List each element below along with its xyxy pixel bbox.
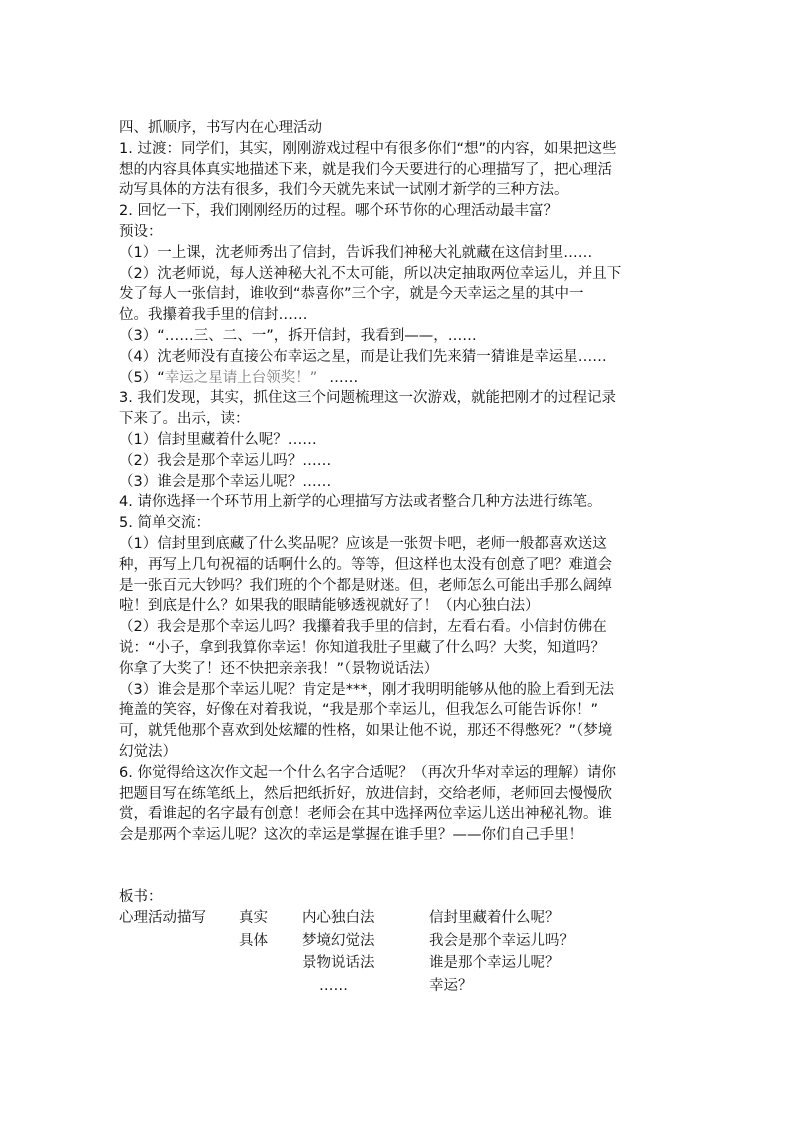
board-row <box>119 975 679 998</box>
text-line: 会是那两个幸运儿呢？这次的幸运是掌握在谁手里？——你们自己手里！ <box>119 827 583 844</box>
board-cell: 信封里藏着什么呢？ <box>429 910 560 926</box>
text-line: 把题目写在练笔纸上，然后把纸折好，放进信封，交给老师，老师回去慢慢欣 <box>119 785 612 802</box>
text-line: （2）我会是那个幸运儿吗？…… <box>119 452 332 469</box>
text-line: 啦！到底是什么？如果我的眼睛能够透视就好了！（内心独白法） <box>119 598 540 615</box>
text-line: （1）信封里藏着什么呢？…… <box>119 431 317 448</box>
text-segment: （5）“ <box>119 369 165 386</box>
text-line: 掩盖的笑容，好像在对着我说，“我是那个幸运儿，但我怎么可能告诉你！” <box>119 702 599 719</box>
text-line: （3）“……三、二、一”，拆开信封，我看到——，…… <box>119 327 477 344</box>
text-line: （2）沈老师说，每人送神秘大礼不太可能，所以决定抽取两位幸运儿，并且下 <box>119 265 622 282</box>
text-line: （1）一上课，沈老师秀出了信封，告诉我们神秘大礼就藏在这信封里…… <box>119 244 593 261</box>
text-segment: …… <box>329 369 359 386</box>
text-line: 6. 你觉得给这次作文起一个什么名字合适呢？（再次升华对幸运的理解）请你 <box>119 764 616 781</box>
text-line: 动写具体的方法有很多，我们今天就先来试一试刚才新学的三种方法。 <box>119 182 569 199</box>
board-cell: …… <box>319 977 348 994</box>
text-line: 位。我攥着我手里的信封…… <box>119 307 308 324</box>
text-line: （3）谁会是那个幸运儿呢？…… <box>119 473 332 490</box>
board-cell: 幸运？ <box>429 977 473 994</box>
gray-text-segment: 幸运之星请上台领奖！” <box>164 369 318 386</box>
board-cell: 景物说话法 <box>302 955 375 971</box>
board-row <box>119 907 679 930</box>
board-cell: 谁是那个幸运儿呢？ <box>429 955 560 971</box>
text-line: 想的内容具体真实地描述下来，就是我们今天要进行的心理描写了，把心理活 <box>119 161 612 178</box>
board-row <box>119 930 679 953</box>
text-line: （3）谁会是那个幸运儿呢？肯定是***，刚才我明明能够从他的脸上看到无法 <box>119 681 614 698</box>
board-cell: 具体 <box>239 932 268 949</box>
board-cell: 梦境幻觉法 <box>302 932 375 949</box>
text-line: 2. 回忆一下，我们刚刚经历的过程。哪个环节你的心理活动最丰富？ <box>119 203 558 220</box>
text-line: 5. 简单交流： <box>119 515 210 532</box>
board-cell: 真实 <box>239 910 268 926</box>
text-line: 下来了。出示，读： <box>119 411 250 428</box>
text-line: 4. 请你选择一个环节用上新学的心理描写方法或者整合几种方法进行练笔。 <box>119 494 602 511</box>
text-line: （2）我会是那个幸运儿吗？我攥着我手里的信封，左看右看。小信封仿佛在 <box>119 619 607 636</box>
text-line: 你拿了大奖了！还不快把亲亲我！”（景物说话法） <box>119 660 439 677</box>
text-line: 3. 我们发现，其实，抓住这三个问题梳理这一次游戏，就能把刚才的过程记录 <box>119 390 616 407</box>
text-line: 赏，看谁起的名字最有创意！老师会在其中选择两位幸运儿送出神秘礼物。谁 <box>119 806 612 823</box>
text-line-mixed <box>119 368 679 389</box>
blackboard-outline <box>119 907 679 997</box>
board-row <box>119 952 679 975</box>
text-line: （1）信封里到底藏了什么奖品呢？应该是一张贺卡吧，老师一般都喜欢送这 <box>119 535 607 552</box>
board-cell: 内心独白法 <box>302 910 375 926</box>
lesson-text <box>119 118 679 846</box>
blackboard-title: 板书： <box>119 889 163 905</box>
board-cell: 心理活动描写 <box>119 910 206 926</box>
text-line: 可，就凭他那个喜欢到处炫耀的性格，如果让他不说，那还不得憋死？”（梦境 <box>119 723 613 740</box>
text-line: 是一张百元大钞吗？我们班的个个都是财迷。但，老师怎么可能出手那么阔绰 <box>119 577 612 594</box>
text-line: （4）沈老师没有直接公布幸运之星，而是让我们先来猜一猜谁是幸运星…… <box>119 348 607 365</box>
text-line: 幻觉法） <box>119 743 177 760</box>
text-line: 说：“小子，拿到我算你幸运！你知道我肚子里藏了什么吗？大奖，知道吗？ <box>119 639 606 656</box>
text-line: 发了每人一张信封，谁收到“恭喜你”三个字，就是今天幸运之星的其中一 <box>119 286 584 303</box>
text-line: 种，再写上几句祝福的话啊什么的。等等，但这样也太没有创意了吧？难道会 <box>119 556 612 573</box>
text-line: 预设： <box>119 223 163 240</box>
text-line: 1. 过渡：同学们，其实，刚刚游戏过程中有很多你们“想”的内容，如果把这些 <box>119 140 617 157</box>
board-cell: 我会是那个幸运儿吗？ <box>429 932 574 949</box>
section-heading: 四、抓顺序，书写内在心理活动 <box>119 120 322 136</box>
